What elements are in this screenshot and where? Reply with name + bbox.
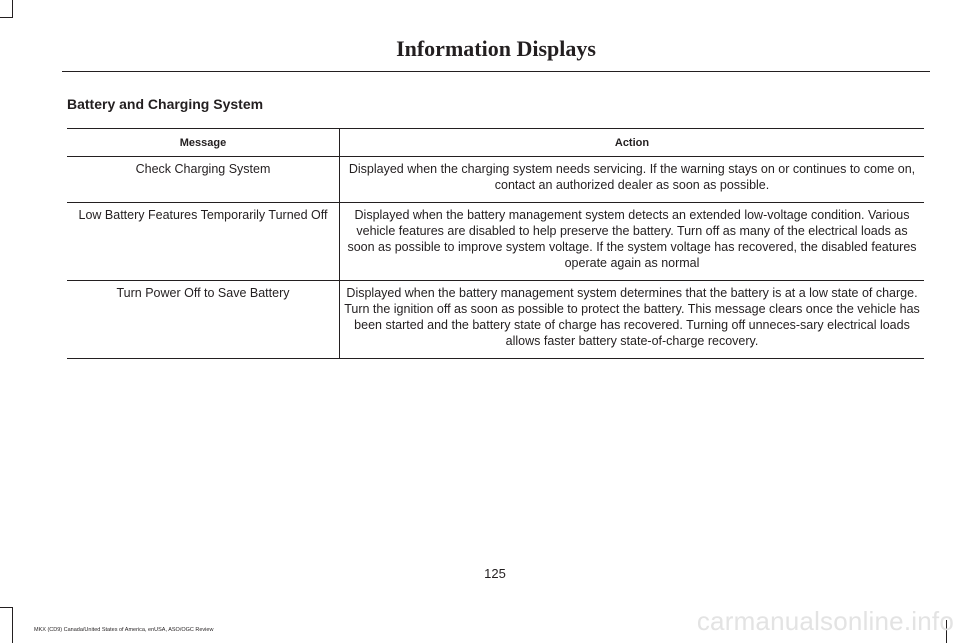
table-header-row <box>67 129 924 157</box>
table-row <box>67 203 924 281</box>
action-cell: Displayed when the battery management system detects an extended low-voltage condition. Various vehicle features are disabled to help preserve the battery. Turn off as many of the electrical loads as soon as possible to improve system voltage. If the system voltage has recovered, the disabled features operate again as normal <box>340 203 925 281</box>
column-header-action: Action <box>340 129 925 157</box>
table-row <box>67 281 924 359</box>
page-title: Information Displays <box>396 36 596 61</box>
message-cell: Turn Power Off to Save Battery <box>67 281 340 359</box>
message-cell: Check Charging System <box>67 157 340 203</box>
battery-charging-table <box>67 128 924 359</box>
crop-mark-bottom-left <box>0 607 13 608</box>
table-row <box>67 157 924 203</box>
column-header-message: Message <box>67 129 340 157</box>
message-cell: Low Battery Features Temporarily Turned Off <box>67 203 340 281</box>
section-heading: Battery and Charging System <box>67 96 264 112</box>
crop-mark-bottom-left <box>12 607 13 643</box>
page-number: 125 <box>484 566 506 581</box>
crop-mark-top-left <box>12 0 13 18</box>
footer-text: MKX (CD9) Canada/United States of America, enUSA, ASO/OGC Review <box>34 627 214 633</box>
action-cell: Displayed when the charging system needs servicing. If the warning stays on or continues to come on, contact an authorized dealer as soon as possible. <box>340 157 925 203</box>
header-divider <box>62 71 930 72</box>
action-cell: Displayed when the battery management system determines that the battery is at a low state of charge. Turn the ignition off as soon as possible to protect the battery. This message clears once the vehicle has been started and the battery state of charge has recovered. Turning off unneces-sary electrical loads allows faster battery state-of-charge recovery. <box>340 281 925 359</box>
watermark: carmanualsonline.info <box>696 606 954 636</box>
crop-mark-top-left <box>0 17 13 18</box>
